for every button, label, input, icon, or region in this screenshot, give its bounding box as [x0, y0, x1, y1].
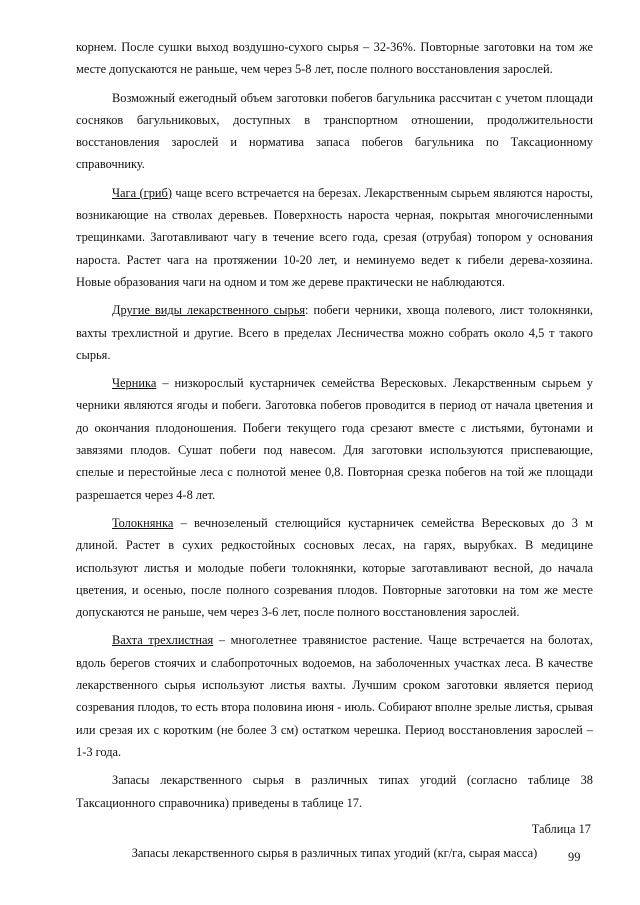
paragraph-other-raw-materials-text: : побеги черники, хвоща полевого, лист толокнянки, вахты трехлистной и другие. Всего в пределах Лесничества можно собрать около 4,5 т такого сырья. — [76, 303, 593, 362]
paragraph-bogbean-text: – многолетнее травянистое растение. Чаще встречается на болотах, вдоль берегов стоячих и слабопроточных водоемов, на заболоченных участках леса. В качестве лекарственного сырья используют листья вахты. Лучшим сроком заготовки является период созревания плодов, то есть втора половина июня - июль. Собирают вполне зрелые листья, срывая или срезая их с коротким (не более 3 см) остатком черешка. Период восстановления зарослей – 1-3 года. — [76, 633, 593, 759]
paragraph-chaga-text: чаще всего встречается на березах. Лекарственным сырьем являются наросты, возникающие на стволах деревьев. Поверхность нароста черная, покрытая многочисленными трещинками. Заготавливают чагу в течение всего года, срезая (отрубая) топором у основания нароста. Растет чага на протяжении 10-20 лет, и неминуемо ведет к гибели дерева-хозяина. Новые образования чаги на одном и том же дереве практически не наблюдаются. — [76, 185, 593, 289]
paragraph-1: корнем. После сушки выход воздушно-сухого сырья – 32-36%. Повторные заготовки на том же месте допускаются не раньше, чем через 5-8 лет, после полного восстановления зарослей. — [76, 40, 593, 77]
paragraph-bearberry — [76, 512, 593, 623]
paragraph-other-raw-materials — [76, 299, 593, 366]
paragraph-bearberry-text: – вечнозеленый стелющийся кустарничек семейства Вересковых до 3 м длиной. Растет в сухих редкостойных сосновых лесах, на гарях, вырубках. В медицине используют листья и молодые побеги толокнянки, которые заготавливают весной, до начала цветения, и осенью, после полного созревания плодов. Повторные заготовки на том же месте допускаются не раньше, чем через 3-6 лет, после полного восстановления зарослей. — [76, 515, 593, 620]
paragraph-bilberry — [76, 372, 593, 506]
term-bogbean: Вахта трехлистная — [112, 633, 214, 648]
page-body-text — [76, 36, 593, 864]
term-other-raw-materials: Другие виды лекарственного сырья — [112, 303, 306, 318]
paragraph-bogbean — [76, 629, 593, 763]
term-bilberry: Черника — [112, 376, 157, 391]
paragraph-bilberry-text: – низкорослый кустарничек семейства Вересковых. Лекарственным сырьем у черники являются ягоды и побеги. Заготовка побегов проводится в период от начала цветения и до окончания плодоношения. Побеги текущего года срезают вместе с листьями, бутонами и завязями плодов. Сушат побеги под навесом. Для заготовки используются приспевающие, спелые и перестойные леса с полнотой менее 0,8. Повторная срезка побегов на той же площади разрешается через 4-8 лет. — [76, 376, 593, 502]
table-label: Таблица 17 — [531, 821, 591, 836]
paragraph-reserves: Запасы лекарственного сырья в различных типах угодий (согласно таблице 38 Таксационного справочника) приведены в таблице 17. — [76, 773, 593, 810]
paragraph-2: Возможный ежегодный объем заготовки побегов багульника рассчитан с учетом площади сосняков багульниковых, доступных в транспортном отношении, продолжительности восстановления зарослей и норматива запаса побегов багульника по Таксационному справочнику. — [76, 90, 593, 172]
table-title: Запасы лекарственного сырья в различных типах угодий (кг/га, сырая масса) — [131, 846, 538, 861]
term-chaga: Чага (гриб) — [112, 185, 172, 200]
page-number: 99 — [568, 850, 581, 864]
term-bearberry: Толокнянка — [112, 515, 174, 530]
paragraph-chaga — [76, 182, 593, 293]
